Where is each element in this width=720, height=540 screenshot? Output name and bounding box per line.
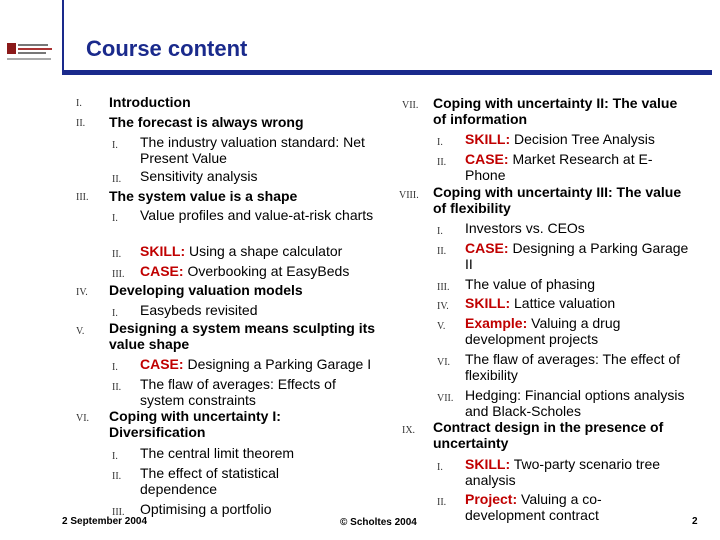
subitem-overbooking bbox=[140, 263, 380, 279]
item-number: II. bbox=[437, 497, 447, 508]
subitem-text: Designing a Parking Garage II bbox=[465, 240, 689, 272]
title-underline bbox=[62, 70, 712, 75]
section-introduction: Introduction bbox=[109, 94, 191, 110]
subitem-statistical-dependence: The effect of statistical dependence bbox=[140, 465, 280, 497]
subitem-value-profiles: Value profiles and value-at-risk charts bbox=[140, 207, 374, 223]
subitem-flaw-of-averages: The flaw of averages: Effects of system constraints bbox=[140, 376, 336, 408]
subitem-lattice bbox=[465, 295, 690, 311]
subitem-parking-garage-2 bbox=[465, 240, 690, 272]
item-number: II. bbox=[76, 118, 86, 129]
item-number: IV. bbox=[76, 287, 88, 298]
item-number: VIII. bbox=[399, 190, 419, 201]
item-number: II. bbox=[112, 249, 122, 260]
keyword: CASE: bbox=[465, 151, 509, 167]
item-number: I. bbox=[76, 98, 82, 109]
item-number: III. bbox=[76, 192, 89, 203]
subitem-text: Two-party scenario tree analysis bbox=[465, 456, 661, 488]
university-logo bbox=[7, 42, 53, 64]
subitem-drug-development bbox=[465, 315, 690, 347]
item-number: III. bbox=[112, 269, 125, 280]
crest-icon bbox=[7, 43, 16, 54]
keyword: SKILL: bbox=[465, 456, 511, 472]
subitem-text: Using a shape calculator bbox=[185, 243, 343, 259]
subitem-decision-tree bbox=[465, 131, 690, 147]
page-number: 2 bbox=[692, 516, 698, 527]
item-number: I. bbox=[112, 362, 118, 373]
item-number: II. bbox=[437, 246, 447, 257]
subitem-text: Lattice valuation bbox=[510, 295, 616, 311]
item-number: V. bbox=[437, 321, 446, 332]
item-number: IX. bbox=[402, 425, 416, 436]
slide-title: Course content bbox=[86, 36, 248, 61]
item-number: I. bbox=[437, 462, 443, 473]
keyword: CASE: bbox=[140, 356, 184, 372]
section-forecast: The forecast is always wrong bbox=[109, 114, 304, 130]
item-number: I. bbox=[437, 137, 443, 148]
keyword: CASE: bbox=[465, 240, 509, 256]
subitem-hedging: Hedging: Financial options analysis and Black-Scholes bbox=[465, 387, 685, 419]
keyword: Project: bbox=[465, 491, 518, 507]
subitem-co-development bbox=[465, 491, 640, 523]
subitem-parking-garage-1 bbox=[140, 356, 380, 372]
item-number: III. bbox=[112, 507, 125, 518]
subitem-scenario-tree bbox=[465, 456, 690, 488]
item-number: VII. bbox=[402, 100, 419, 111]
subitem-npv: The industry valuation standard: Net Present Value bbox=[140, 134, 365, 166]
title-vertical-rule bbox=[62, 0, 64, 75]
item-number: I. bbox=[112, 140, 118, 151]
section-system-value: The system value is a shape bbox=[109, 188, 298, 204]
item-number: VII. bbox=[437, 393, 454, 404]
subitem-investors-ceos: Investors vs. CEOs bbox=[465, 220, 585, 236]
subitem-text: Overbooking at EasyBeds bbox=[183, 263, 350, 279]
subitem-easybeds: Easybeds revisited bbox=[140, 302, 258, 318]
subitem-market-research bbox=[465, 151, 690, 183]
subitem-text: Valuing a drug development projects bbox=[465, 315, 621, 347]
subitem-text: Valuing a co-development contract bbox=[465, 491, 602, 523]
item-number: II. bbox=[112, 471, 122, 482]
item-number: VI. bbox=[437, 357, 451, 368]
subitem-shape-calculator bbox=[140, 243, 380, 259]
item-number: I. bbox=[112, 308, 118, 319]
footer-copyright: © Scholtes 2004 bbox=[340, 517, 417, 528]
item-number: VI. bbox=[76, 413, 90, 424]
section-value-of-information: Coping with uncertainty II: The value of information bbox=[433, 95, 678, 127]
subitem-sensitivity: Sensitivity analysis bbox=[140, 168, 258, 184]
keyword: SKILL: bbox=[465, 295, 511, 311]
item-number: I. bbox=[112, 451, 118, 462]
item-number: II. bbox=[112, 174, 122, 185]
item-number: I. bbox=[112, 213, 118, 224]
subitem-text: Market Research at E-Phone bbox=[465, 151, 653, 183]
keyword: Example: bbox=[465, 315, 528, 331]
item-number: III. bbox=[437, 282, 450, 293]
subitem-text: Decision Tree Analysis bbox=[510, 131, 655, 147]
keyword: CASE: bbox=[140, 263, 184, 279]
subitem-text: Designing a Parking Garage I bbox=[183, 356, 372, 372]
subitem-portfolio: Optimising a portfolio bbox=[140, 501, 272, 517]
item-number: IV. bbox=[437, 301, 449, 312]
subitem-flaw-flexibility: The flaw of averages: The effect of flexibility bbox=[465, 351, 681, 383]
subitem-phasing: The value of phasing bbox=[465, 276, 595, 292]
footer-date: 2 September 2004 bbox=[62, 516, 148, 527]
section-sculpting: Designing a system means sculpting its value shape bbox=[109, 320, 376, 352]
item-number: II. bbox=[437, 157, 447, 168]
item-number: V. bbox=[76, 326, 85, 337]
section-diversification: Coping with uncertainty I: Diversification bbox=[109, 408, 281, 440]
keyword: SKILL: bbox=[140, 243, 186, 259]
section-value-of-flexibility: Coping with uncertainty III: The value of flexibility bbox=[433, 184, 682, 216]
keyword: SKILL: bbox=[465, 131, 511, 147]
item-number: I. bbox=[437, 226, 443, 237]
item-number: II. bbox=[112, 382, 122, 393]
subitem-central-limit: The central limit theorem bbox=[140, 445, 295, 461]
section-valuation-models: Developing valuation models bbox=[109, 282, 303, 298]
section-contract-design: Contract design in the presence of uncertainty bbox=[433, 419, 664, 451]
